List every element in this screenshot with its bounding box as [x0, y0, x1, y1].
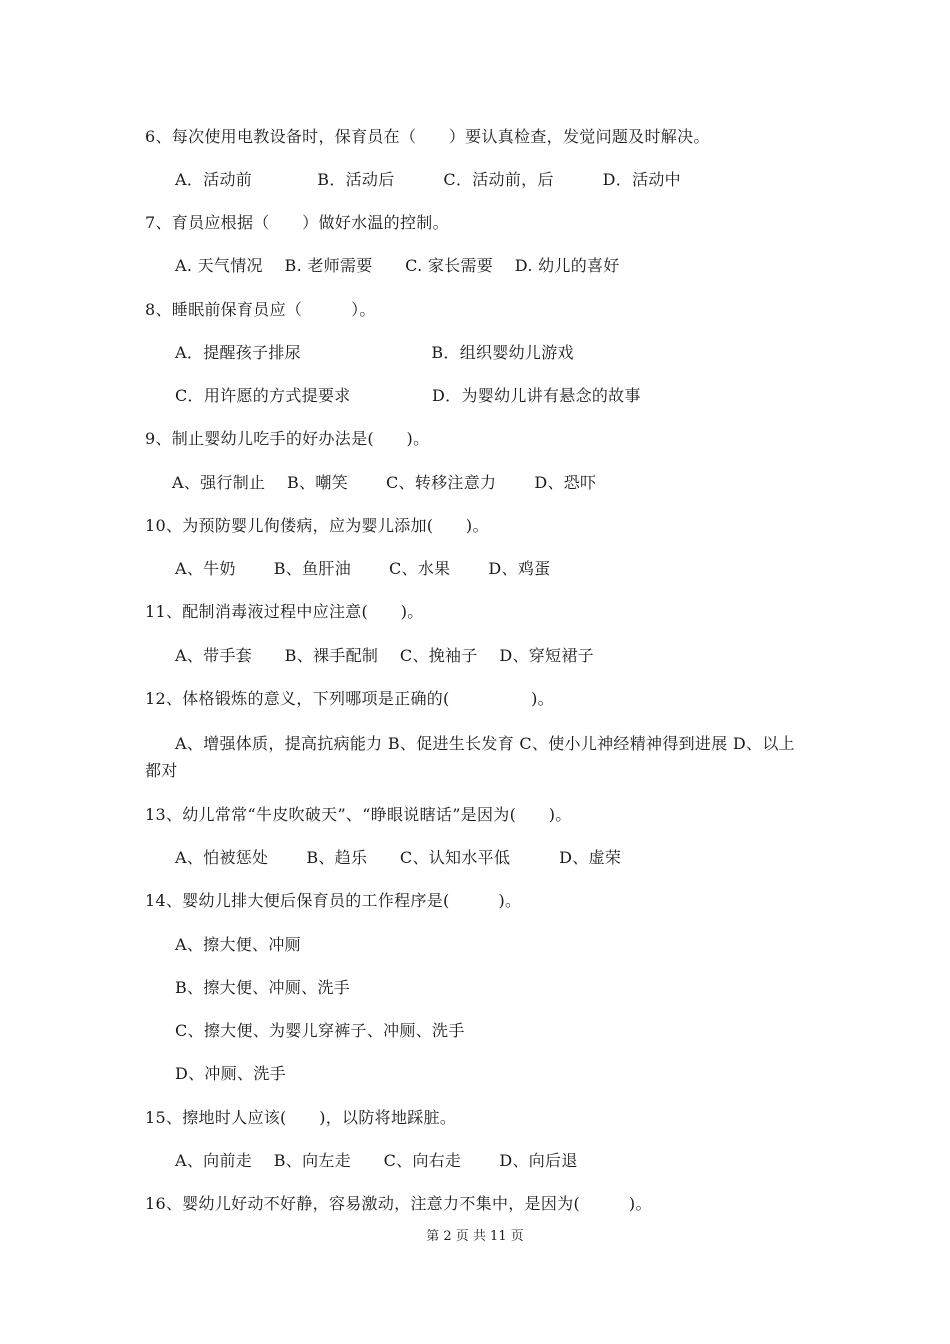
- question-10-stem: 10、为预防婴儿佝偻病，应为婴儿添加( )。: [145, 516, 489, 535]
- question-10-options: A、牛奶 B、鱼肝油 C、水果 D、鸡蛋: [175, 559, 551, 578]
- question-12-options-line-1: A、增强体质，提高抗病能力 B、促进生长发育 C、使小儿神经精神得到进展 D、以上: [175, 734, 795, 753]
- question-12-stem: 12、体格锻炼的意义，下列哪项是正确的( )。: [145, 689, 554, 708]
- question-9-options: A、强行制止 B、嘲笑 C、转移注意力 D、恐吓: [172, 473, 597, 492]
- question-14-option-c: C、擦大便、为婴儿穿裤子、冲厕、洗手: [175, 1021, 465, 1040]
- question-14-option-a: A、擦大便、冲厕: [175, 935, 301, 954]
- question-8-options-row-2: C．用许愿的方式提要求 D．为婴幼儿讲有悬念的故事: [175, 386, 641, 405]
- question-11-options: A、带手套 B、裸手配制 C、挽袖子 D、穿短裙子: [175, 646, 594, 665]
- question-14-option-b: B、擦大便、冲厕、洗手: [175, 978, 351, 997]
- question-6-options: A．活动前 B．活动后 C．活动前，后 D．活动中: [175, 170, 681, 189]
- question-13-stem: 13、幼儿常常“牛皮吹破天”、“睁眼说瞎话”是因为( )。: [145, 805, 572, 824]
- question-6-stem: 6、每次使用电教设备时，保育员在（ ）要认真检查，发觉问题及时解决。: [145, 127, 710, 146]
- question-14-stem: 14、婴幼儿排大便后保育员的工作程序是( )。: [145, 891, 522, 910]
- question-8-options-row-1: A．提醒孩子排尿 B．组织婴幼儿游戏: [175, 343, 574, 362]
- question-13-options: A、怕被惩处 B、趋乐 C、认知水平低 D、虚荣: [175, 848, 622, 867]
- question-12-options-line-2: 都对: [145, 761, 178, 780]
- question-16-stem: 16、婴幼儿好动不好静，容易激动，注意力不集中，是因为( )。: [145, 1194, 652, 1213]
- question-15-stem: 15、擦地时人应该( )，以防将地踩脏。: [145, 1108, 457, 1127]
- question-9-stem: 9、制止婴幼儿吃手的好办法是( )。: [145, 429, 430, 448]
- question-7-options: A. 天气情况 B. 老师需要 C. 家长需要 D. 幼儿的喜好: [175, 256, 620, 275]
- question-8-stem: 8、睡眠前保育员应（ ）。: [145, 300, 376, 319]
- question-14-option-d: D、冲厕、洗手: [175, 1064, 286, 1083]
- question-7-stem: 7、育员应根据（ ）做好水温的控制。: [145, 213, 449, 232]
- page-number-footer: 第 2 页 共 11 页: [426, 1229, 524, 1244]
- question-11-stem: 11、配制消毒液过程中应注意( )。: [145, 602, 424, 621]
- question-15-options: A、向前走 B、向左走 C、向右走 D、向后退: [175, 1151, 578, 1170]
